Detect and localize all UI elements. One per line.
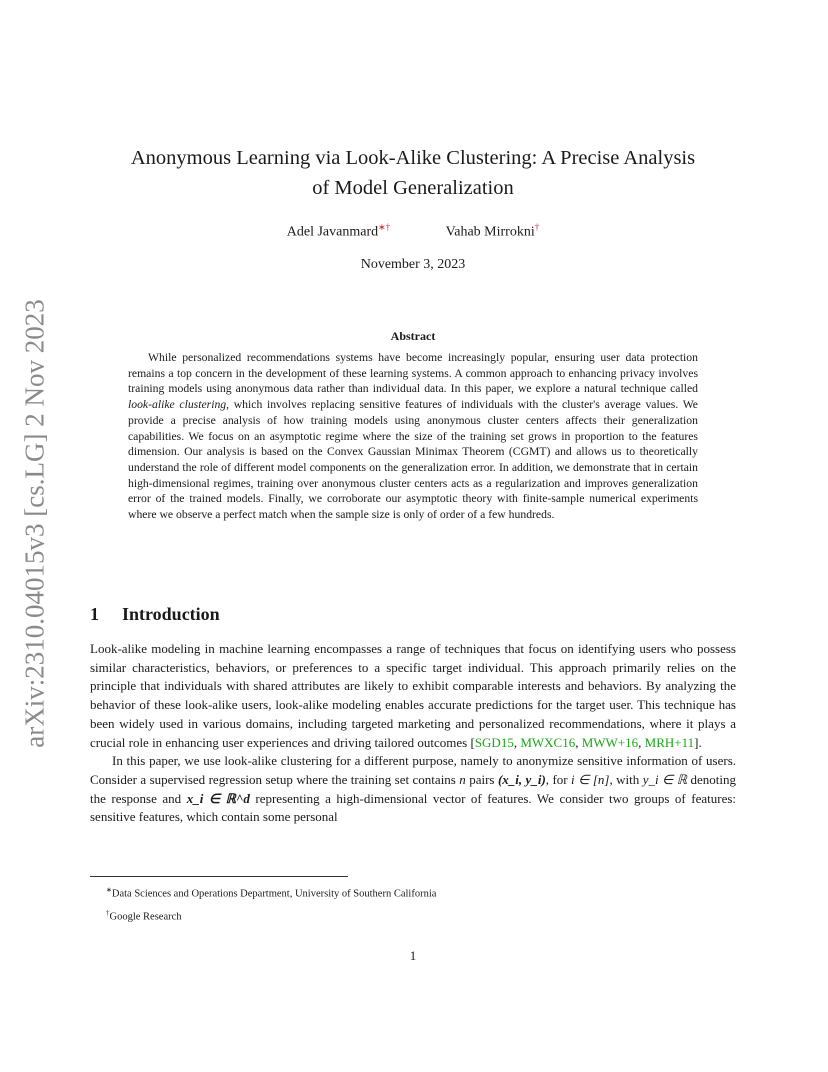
title-line-1: Anonymous Learning via Look-Alike Clustering: A Precise Analysis [130, 147, 696, 169]
arxiv-identifier: arXiv:2310.04015v3 [cs.LG] 2 Nov 2023 [19, 298, 50, 748]
footnote-2: †Google Research [106, 909, 182, 923]
page-number: 1 [409, 948, 417, 963]
intro-paragraph-2: In this paper, we use look-alike clustering for a different purpose, namely to anonymize sensitive information of users. Consider a supervised regression setup where the training set contains n pairs (x_i, y_i), for i ∈ [n], with y_i ∈ ℝ denoting the response and x_i ∈ ℝ^d representing a high-dimensional vector of features. We consider two groups of features: sensitive features, which contain some personal [90, 753, 737, 825]
paper-title [90, 143, 736, 203]
author-1-footnote-mark[interactable]: ∗† [378, 222, 391, 232]
introduction-body [90, 640, 736, 827]
footnote-1: ∗Data Sciences and Operations Department, University of Southern California [106, 886, 437, 900]
math-features: x_i ∈ ℝ^d [186, 790, 250, 806]
arxiv-sidebar [14, 288, 56, 758]
abstract-italic-term: look-alike clustering [128, 398, 227, 412]
paper-date: November 3, 2023 [360, 257, 466, 272]
math-index: i ∈ [n] [571, 771, 610, 787]
author-2-footnote-mark[interactable]: † [534, 222, 540, 232]
author-2: Vahab Mirrokni† [445, 222, 540, 240]
citation-link[interactable]: SGD15 [474, 734, 514, 750]
author-1: Adel Javanmard∗† [286, 222, 391, 240]
section-title: Introduction [122, 604, 220, 624]
math-pair: (x_i, y_i) [497, 771, 546, 787]
math-response: y_i ∈ ℝ [642, 771, 688, 787]
intro-paragraph-1: Look-alike modeling in machine learning encompasses a range of techniques that focus on identifying users who possess similar characteristics, behaviors, or preferences to a specific target individual. This approach primarily relies on the principle that individuals with shared attributes are likely to exhibit comparable interests and behaviors. By analyzing the behavior of these look-alike users, look-alike modeling enables accurate predictions for the target user. This technique has been widely used in various domains, including targeted marketing and personalized recommendations, where it plays a crucial role in enhancing user experiences and driving tailored outcomes [SGD15, MWXC16, MWW+16, MRH+11]. [90, 641, 736, 750]
citation-link[interactable]: MRH+11 [644, 734, 695, 750]
title-line-2: of Model Generalization [312, 177, 514, 199]
abstract-body: While personalized recommendations systems have become increasingly popular, ensuring user data protection remains a top concern in the development of these learning systems. A common approach to enhancing privacy involves training models using anonymous data rather than individual data. In this paper, we explore a natural technique called look-alike clustering, which involves replacing sensitive features of individuals with the cluster's average values. We provide a precise analysis of how training models using anonymous cluster centers affects their generalization capabilities. We focus on an asymptotic regime where the size of the training set grows in proportion to the features dimension. Our analysis is based on the Convex Gaussian Minimax Theorem (CGMT) and allows us to theoretically understand the role of different model components on the generalization error. In addition, we demonstrate that in certain high-dimensional regimes, training over anonymous cluster centers acts as a regularization and improves generalization error of the trained models. Finally, we corroborate our asymptotic theory with finite-sample numerical experiments where we observe a perfect match when the sample size is only of order of a few hundreds. [128, 351, 698, 522]
citation-link[interactable]: MWW+16 [581, 734, 639, 750]
abstract-heading: Abstract [390, 329, 436, 343]
section-number: 1 [90, 604, 99, 624]
citation-link[interactable]: MWXC16 [520, 734, 576, 750]
footnote-rule [90, 876, 348, 877]
author-list [90, 222, 736, 241]
section-heading [90, 604, 220, 625]
